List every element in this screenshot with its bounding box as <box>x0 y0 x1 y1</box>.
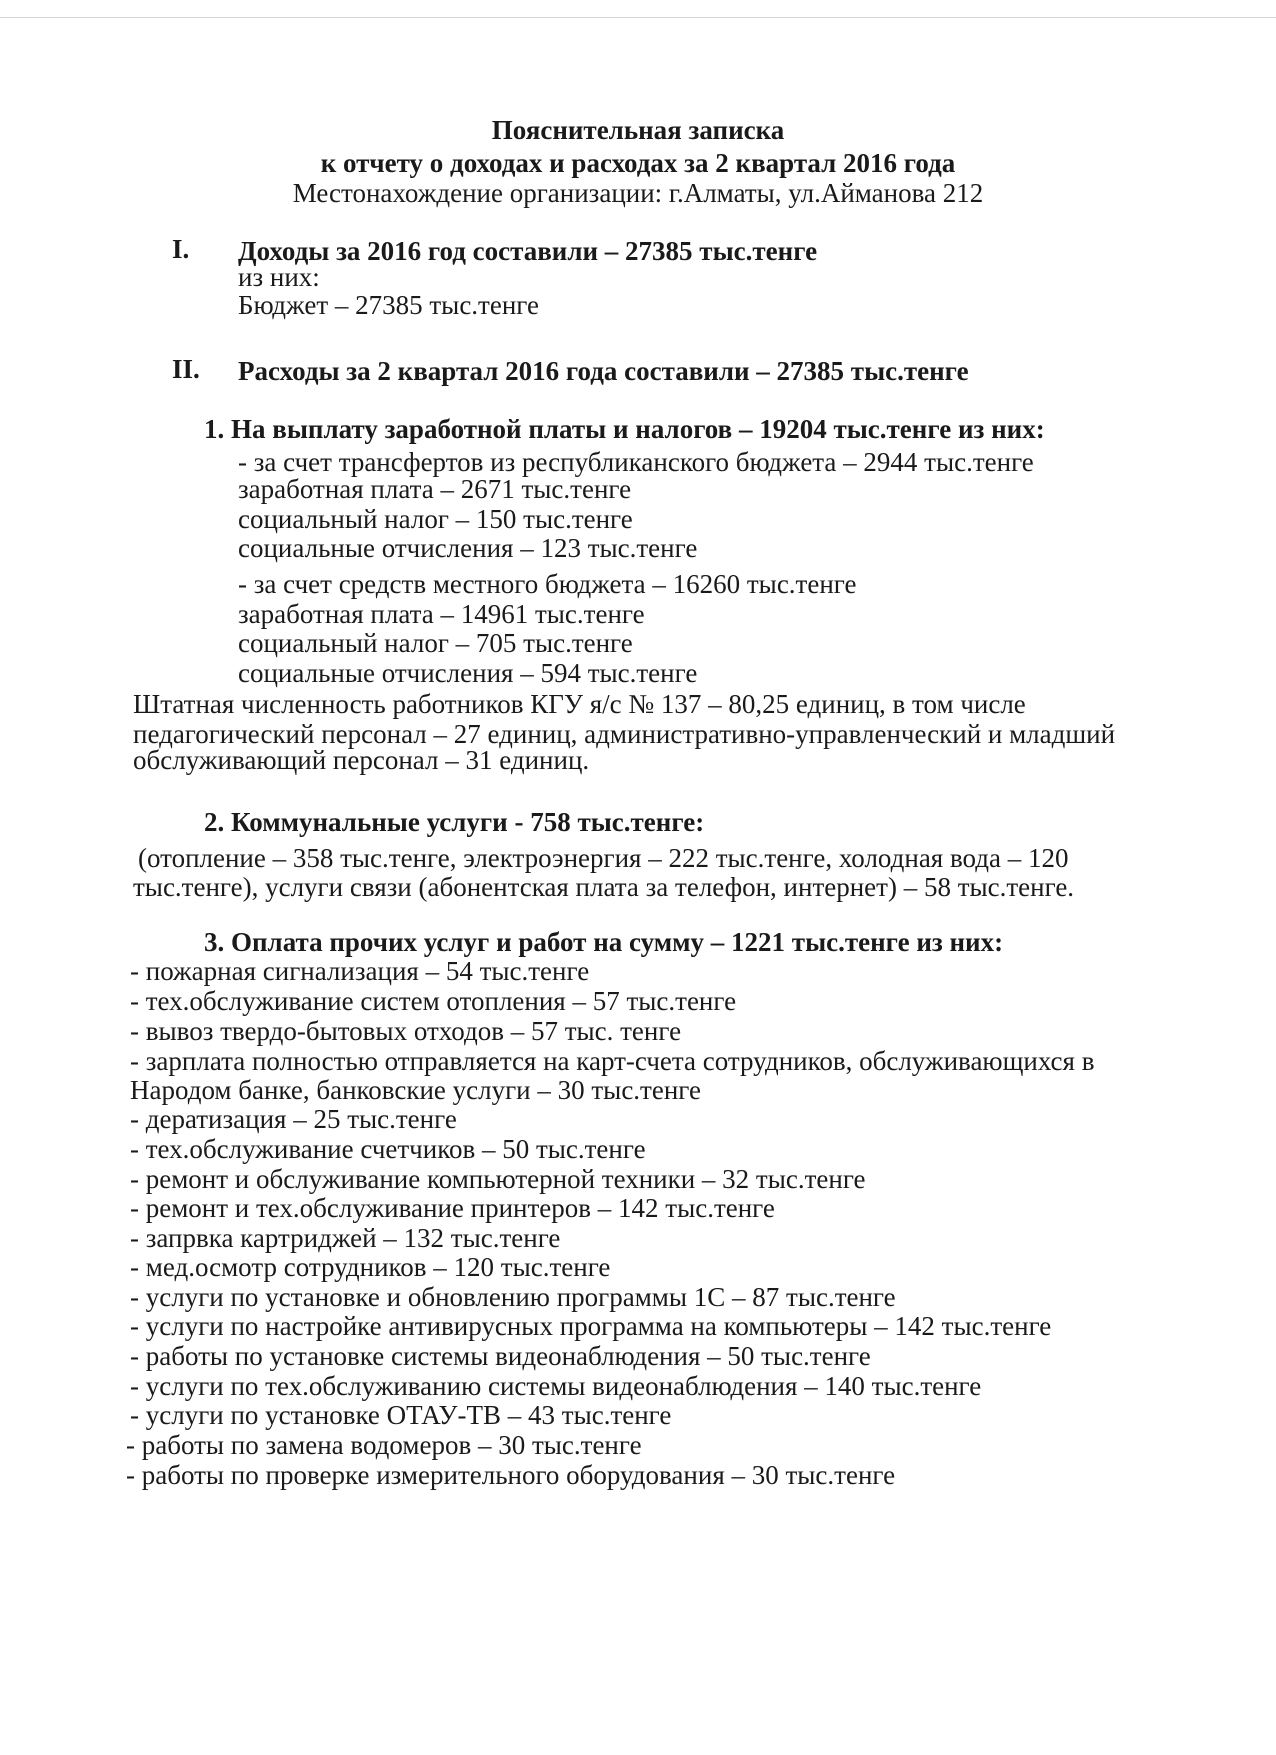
item-3-line: - услуги по установке и обновлению программы 1С – 87 тыс.тенге <box>130 1282 896 1312</box>
item-3-line: - работы по проверке измерительного оборудования – 30 тыс.тенге <box>126 1460 896 1490</box>
staff-line: педагогический персонал – 27 единиц, административно-управленческий и младший <box>133 719 1116 749</box>
item-2-heading: 2. Коммунальные услуги - 758 тыс.тенге: <box>204 807 705 837</box>
item-1-line: заработная плата – 2671 тыс.тенге <box>238 474 632 504</box>
item-3-line: - мед.осмотр сотрудников – 120 тыс.тенге <box>130 1252 611 1282</box>
item-3-line: - тех.обслуживание систем отопления – 57 тыс.тенге <box>130 986 737 1016</box>
section-1-numeral: I. <box>172 234 190 264</box>
section-1-heading: Доходы за 2016 год составили – 27385 тыс.тенге <box>238 236 818 266</box>
item-3-line: - зарплата полностью отправляется на карт-счета сотрудников, обслуживающихся в <box>130 1046 1095 1076</box>
section-1-line: Бюджет – 27385 тыс.тенге <box>238 290 539 320</box>
section-1-line: из них: <box>238 262 320 292</box>
item-3-line: - вывоз твердо-бытовых отходов – 57 тыс. тенге <box>130 1016 682 1046</box>
item-2-line: тыс.тенге), услуги связи (абонентская плата за телефон, интернет) – 58 тыс.тенге. <box>133 872 1075 902</box>
item-3-line: - услуги по настройке антивирусных программа на компьютеры – 142 тыс.тенге <box>130 1311 1052 1341</box>
item-3-line: - запрвка картриджей – 132 тыс.тенге <box>130 1223 561 1253</box>
item-3-line: - ремонт и обслуживание компьютерной техники – 32 тыс.тенге <box>130 1164 866 1194</box>
item-3-line: - услуги по тех.обслуживанию системы видеонаблюдения – 140 тыс.тенге <box>130 1371 982 1401</box>
item-3-line: - работы по замена водомеров – 30 тыс.тенге <box>126 1430 642 1460</box>
organization-location: Местонахождение организации: г.Алматы, ул.Айманова 212 <box>292 178 984 208</box>
item-1-line: социальный налог – 705 тыс.тенге <box>238 628 633 658</box>
scan-edge-line <box>0 17 1276 18</box>
item-3-line: - пожарная сигнализация – 54 тыс.тенге <box>130 956 590 986</box>
item-1-line: - за счет средств местного бюджета – 16260 тыс.тенге <box>238 569 857 599</box>
item-3-line: - ремонт и тех.обслуживание принтеров – 142 тыс.тенге <box>130 1193 775 1223</box>
section-2-numeral: II. <box>172 354 200 384</box>
item-3-line: - услуги по установке ОТАУ-ТВ – 43 тыс.тенге <box>130 1400 672 1430</box>
item-1-line: - за счет трансфертов из республиканского бюджета – 2944 тыс.тенге <box>238 447 1034 477</box>
document-subtitle: к отчету о доходах и расходах за 2 квартал 2016 года <box>320 148 956 178</box>
staff-line: обслуживающий персонал – 31 единиц. <box>133 745 590 775</box>
document-title: Пояснительная записка <box>491 115 785 145</box>
item-1-line: социальный налог – 150 тыс.тенге <box>238 504 633 534</box>
staff-line: Штатная численность работников КГУ я/с № 137 – 80,25 единиц, в том числе <box>133 689 1026 719</box>
item-3-line: Народом банке, банковские услуги – 30 тыс.тенге <box>130 1075 701 1105</box>
item-3-line: - дератизация – 25 тыс.тенге <box>130 1104 457 1134</box>
item-1-heading: 1. На выплату заработной платы и налогов – 19204 тыс.тенге из них: <box>204 414 1045 444</box>
item-1-line: социальные отчисления – 594 тыс.тенге <box>238 658 698 688</box>
item-3-heading: 3. Оплата прочих услуг и работ на сумму – 1221 тыс.тенге из них: <box>204 927 1004 957</box>
item-3-line: - тех.обслуживание счетчиков – 50 тыс.тенге <box>130 1134 646 1164</box>
item-1-line: заработная плата – 14961 тыс.тенге <box>238 599 645 629</box>
section-2-heading: Расходы за 2 квартал 2016 года составили – 27385 тыс.тенге <box>238 356 969 386</box>
item-2-line: (отопление – 358 тыс.тенге, электроэнергия – 222 тыс.тенге, холодная вода – 120 <box>138 843 1069 873</box>
item-1-line: социальные отчисления – 123 тыс.тенге <box>238 533 698 563</box>
item-3-line: - работы по установке системы видеонаблюдения – 50 тыс.тенге <box>130 1341 871 1371</box>
